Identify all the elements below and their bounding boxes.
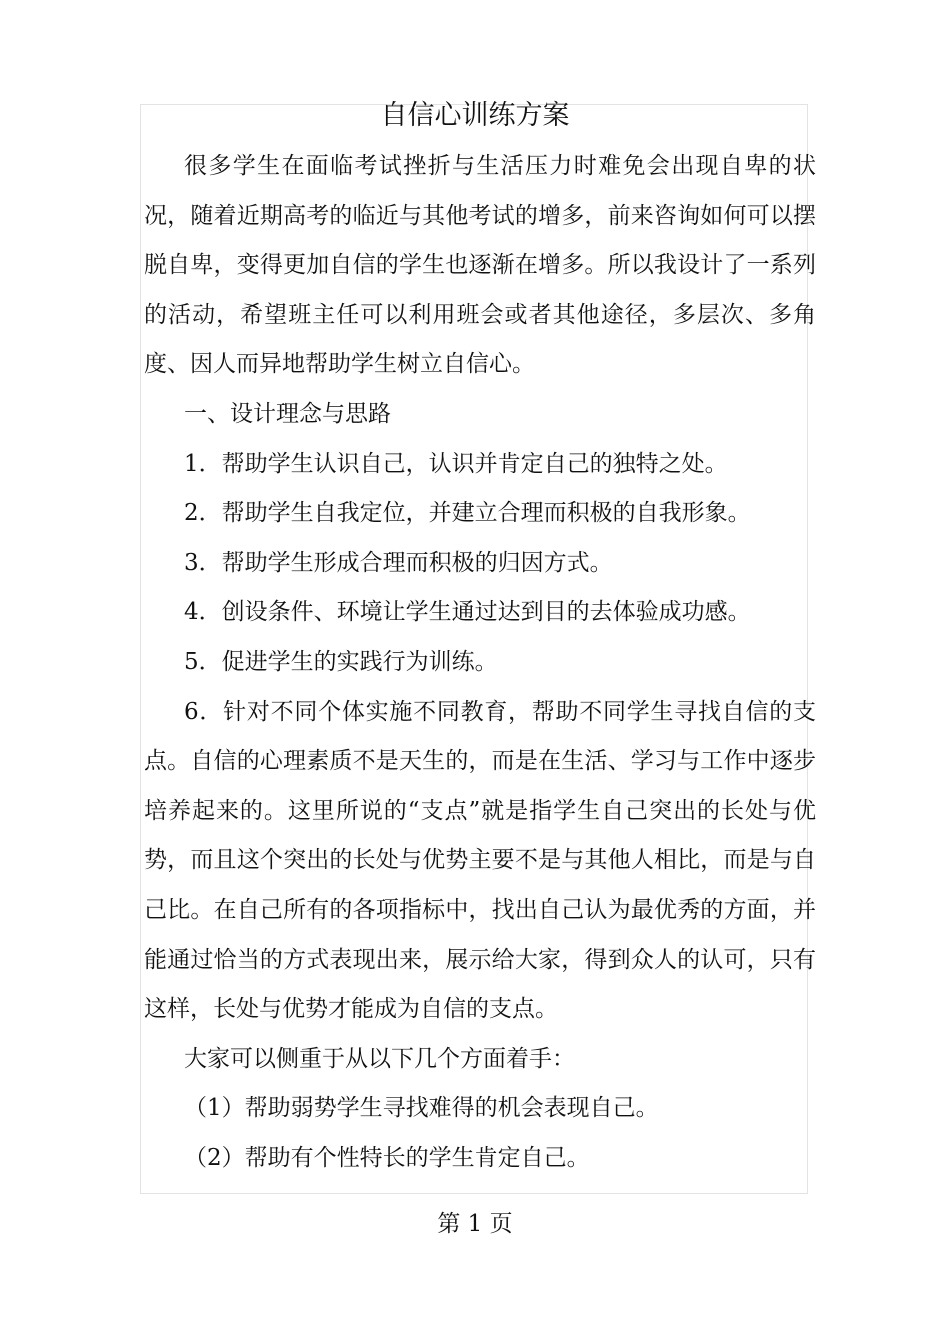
document-body [144,142,816,1183]
sub-list-item: （1）帮助弱势学生寻找难得的机会表现自己。 [184,1095,659,1122]
body-paragraph: 大家可以侧重于从以下几个方面着手： [184,1045,575,1072]
document-title: 自信心训练方案 [380,100,570,131]
list-item: 6．针对不同个体实施不同教育，帮助不同学生寻找自信的支点。自信的心理素质不是天生的，而是在生活、学习与工作中逐步培养起来的。这里所说的“支点”就是指学生自己突出的长处与优势，而且这个突出的长处与优势主要不是与其他人相比，而是与自己比。在自己所有的各项指标中，找出自己认为最优秀的方面，并能通过恰当的方式表现出来，展示给大家，得到众人的认可，只有这样，长处与优势才能成为自信的支点。 [144,698,816,1023]
section-heading: 一、设计理念与思路 [184,400,391,427]
list-item: 2．帮助学生自我定位，并建立合理而积极的自我形象。 [184,500,751,527]
page-number: 第 1 页 [437,1211,513,1237]
intro-paragraph: 很多学生在面临考试挫折与生活压力时难免会出现自卑的状况，随着近期高考的临近与其他考试的增多，前来咨询如何可以摆脱自卑，变得更加自信的学生也逐渐在增多。所以我设计了一系列的活动，希望班主任可以利用班会或者其他途径，多层次、多角度、因人而异地帮助学生树立自信心。 [144,153,816,378]
list-item: 3．帮助学生形成合理而积极的归因方式。 [184,549,613,576]
list-item: 5．促进学生的实践行为训练。 [184,648,498,675]
list-item: 1．帮助学生认识自己，认识并肯定自己的独特之处。 [184,450,728,477]
sub-list-item: （2）帮助有个性特长的学生肯定自己。 [184,1144,590,1171]
list-item: 4．创设条件、环境让学生通过达到目的去体验成功感。 [184,599,751,626]
